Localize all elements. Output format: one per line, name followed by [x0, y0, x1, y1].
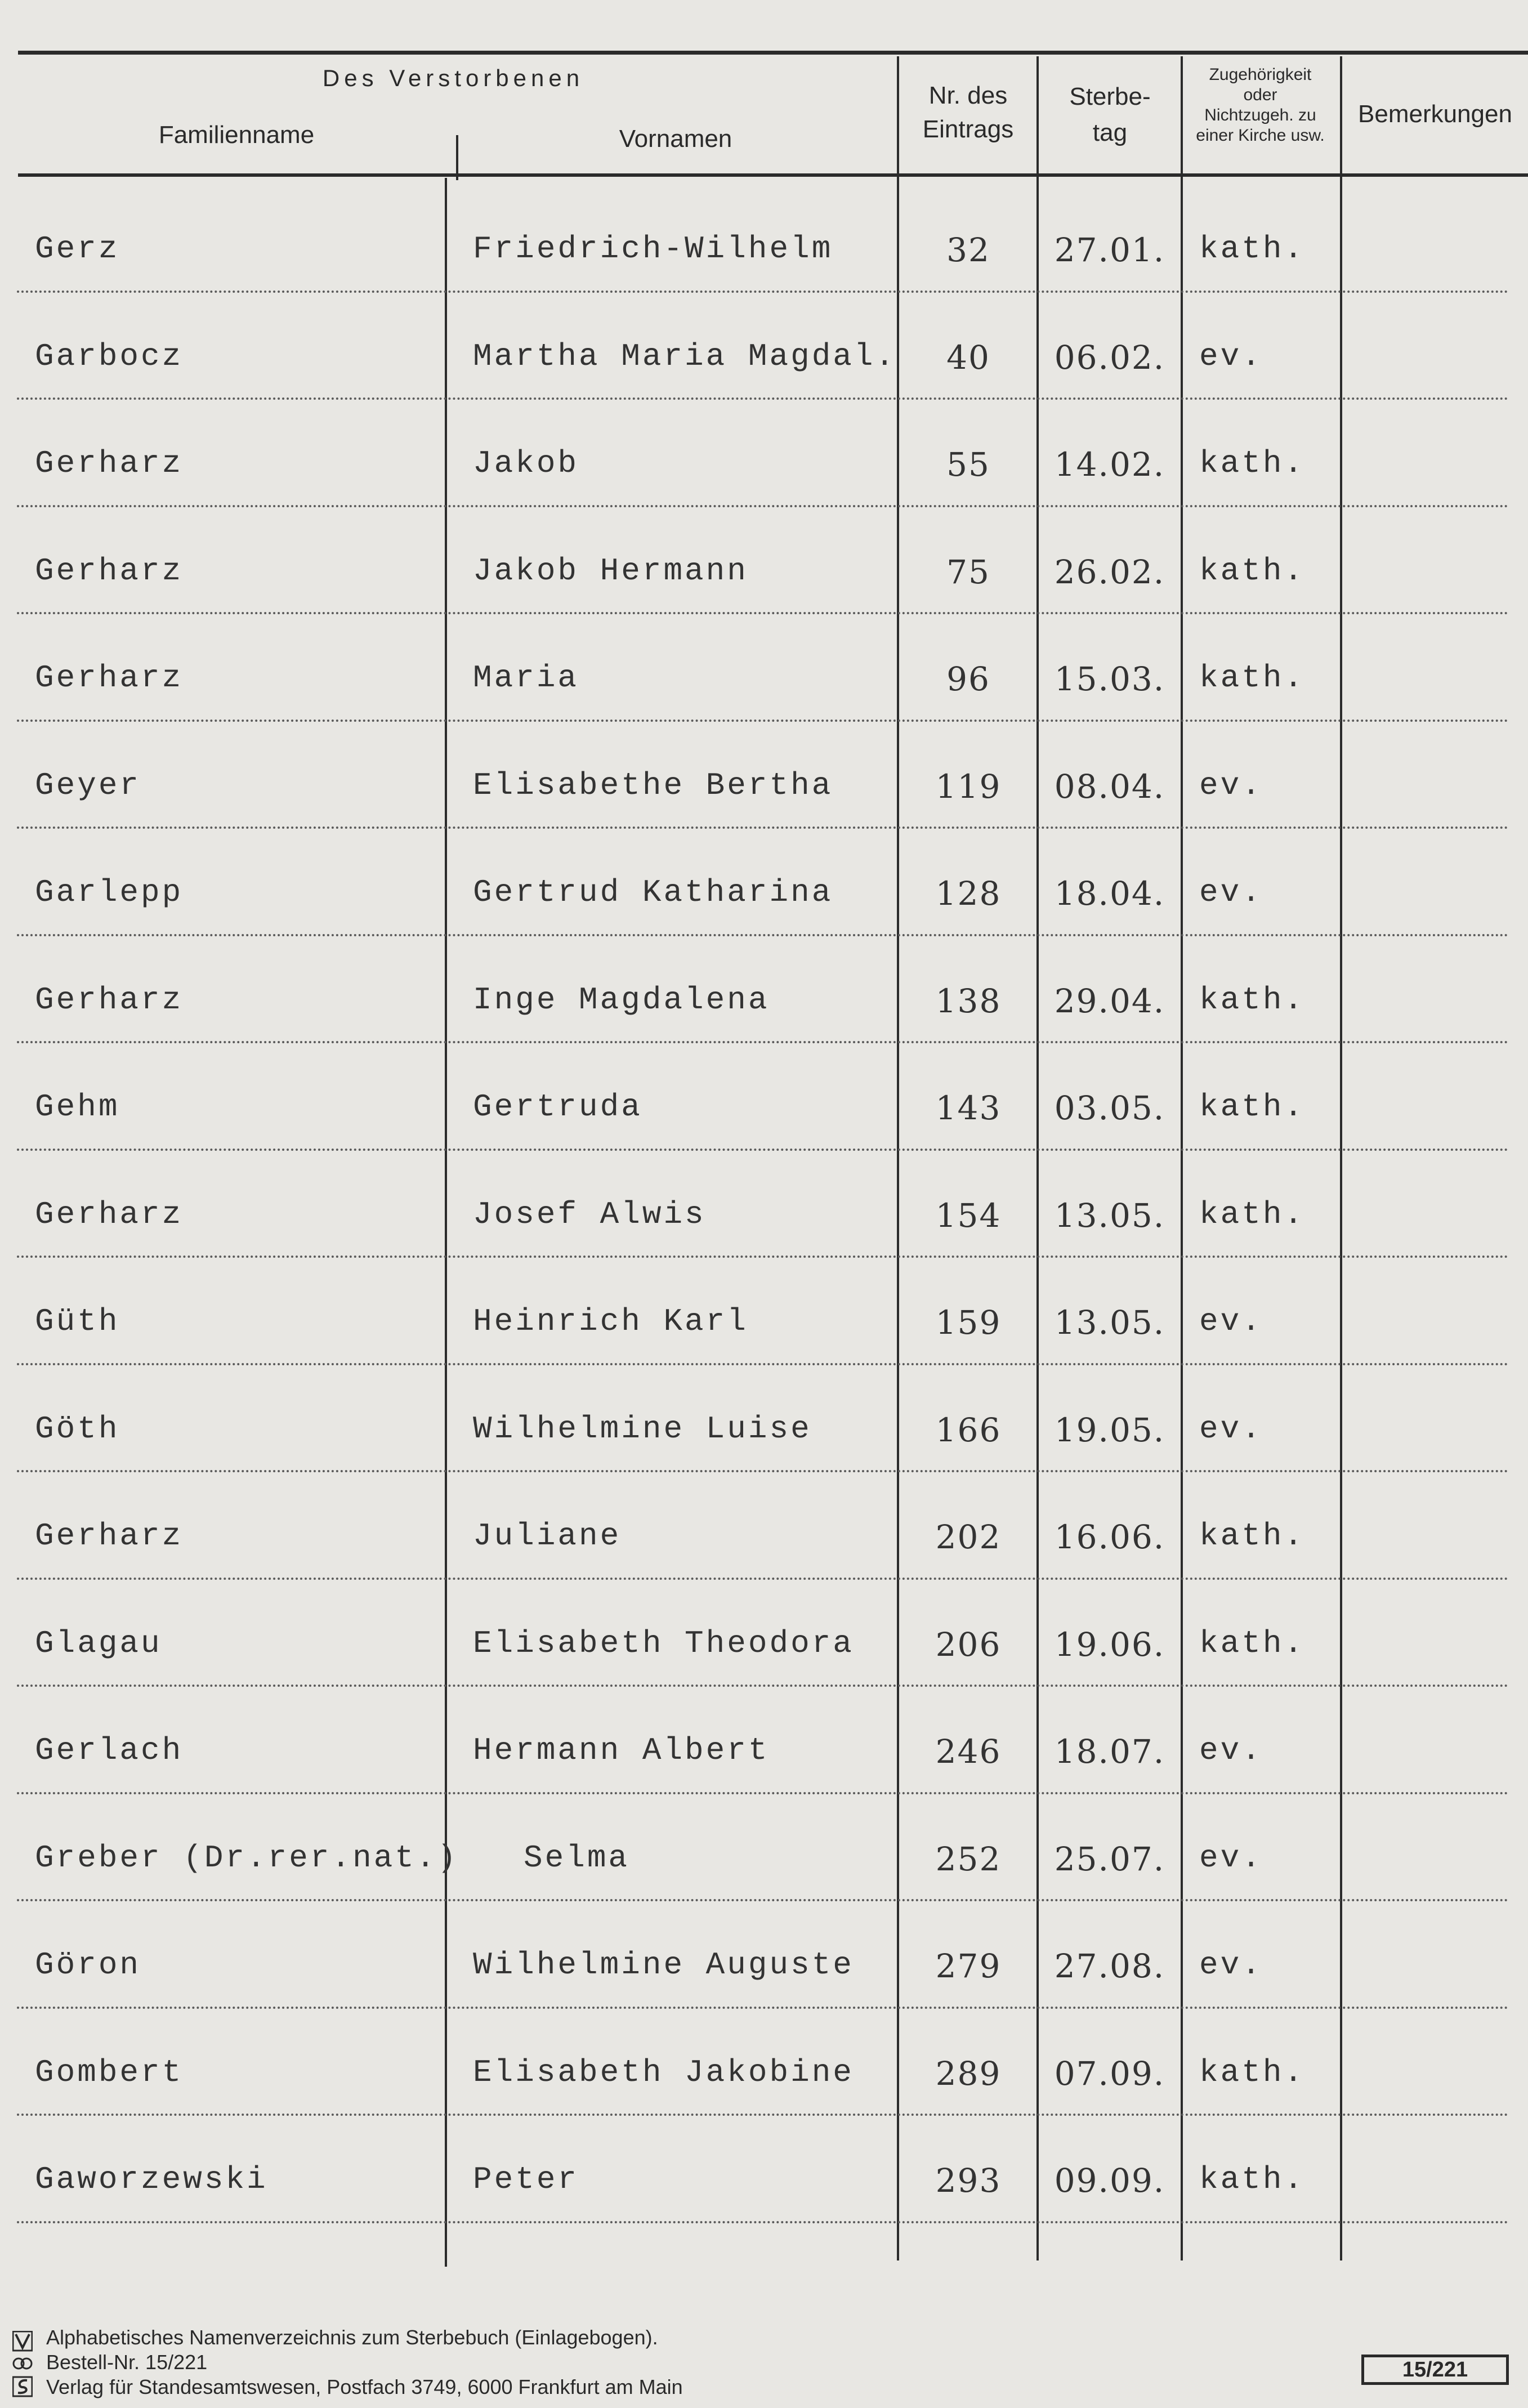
cell-sterbetag: 19.06.	[1054, 1625, 1165, 1664]
cell-familienname: Greber (Dr.rer.nat.)	[35, 1839, 459, 1876]
form-number-box	[1361, 2355, 1509, 2385]
cell-familienname: Gerharz	[35, 1196, 184, 1232]
header-kirche-line1: Zugehörigkeit	[1209, 65, 1312, 84]
footer-publisher: Verlag für Standesamtswesen, Postfach 3749, 6000 Frankfurt am Main	[46, 2375, 683, 2398]
cell-nr: 138	[935, 981, 1002, 1020]
cell-familienname: Geyer	[35, 767, 141, 803]
cell-kirche: ev.	[1199, 1947, 1263, 1983]
cell-nr: 32	[946, 231, 990, 269]
row-separator	[17, 397, 1509, 400]
cell-nr: 128	[935, 874, 1002, 913]
cell-sterbetag: 07.09.	[1054, 2054, 1165, 2093]
cell-vornamen: Maria	[473, 660, 579, 696]
column-divider-familienname	[456, 135, 458, 180]
cell-vornamen: Heinrich Karl	[473, 1303, 748, 1339]
row-separator	[17, 612, 1509, 614]
cell-vornamen: Juliane	[473, 1518, 622, 1554]
header-kirche-line4: einer Kirche usw.	[1196, 126, 1325, 145]
column-divider-nr	[897, 56, 899, 2260]
cell-nr: 202	[935, 1518, 1002, 1556]
header-sterbetag-line1: Sterbe-	[1069, 83, 1151, 110]
header-nr-line1: Nr. des	[928, 82, 1008, 109]
row-separator	[17, 505, 1509, 507]
header-kirche	[1181, 65, 1340, 146]
cell-familienname: Glagau	[35, 1625, 162, 1661]
cell-nr: 289	[935, 2054, 1002, 2093]
cell-nr: 166	[935, 1410, 1002, 1449]
row-separator	[17, 2007, 1509, 2009]
cell-familienname: Göron	[35, 1947, 141, 1983]
cell-sterbetag: 18.07.	[1054, 1732, 1165, 1771]
cell-vornamen: Elisabethe Bertha	[473, 767, 833, 803]
cell-vornamen: Martha Maria Magdal.	[473, 338, 897, 374]
row-separator	[17, 1899, 1509, 1901]
cell-kirche: kath.	[1199, 981, 1306, 1018]
column-divider-kirche	[1181, 56, 1183, 2260]
cell-kirche: kath.	[1199, 445, 1306, 481]
header-group-title: Des Verstorbenen	[322, 65, 584, 91]
cell-sterbetag: 13.05.	[1054, 1196, 1165, 1235]
cell-familienname: Gerharz	[35, 1518, 184, 1554]
row-separator	[17, 2114, 1509, 2116]
cell-nr: 279	[935, 1947, 1002, 1985]
cell-nr: 119	[935, 767, 1002, 806]
cell-vornamen: Peter	[473, 2161, 579, 2197]
cell-kirche: kath.	[1199, 552, 1306, 589]
cell-kirche: ev.	[1199, 1303, 1263, 1339]
row-separator	[17, 1685, 1509, 1687]
row-separator	[17, 720, 1509, 722]
cell-nr: 55	[946, 445, 990, 484]
footer-text	[46, 2325, 683, 2400]
row-separator	[17, 1041, 1509, 1043]
cell-nr: 206	[935, 1625, 1002, 1664]
cell-nr: 96	[946, 660, 990, 698]
cell-familienname: Gerz	[35, 231, 120, 267]
cell-sterbetag: 16.06.	[1054, 1518, 1165, 1556]
cell-vornamen: Inge Magdalena	[473, 981, 770, 1018]
column-divider-bemerkungen	[1340, 56, 1342, 2260]
cell-vornamen: Hermann Albert	[473, 1732, 770, 1768]
cell-sterbetag: 13.05.	[1054, 1303, 1165, 1342]
cell-kirche: kath.	[1199, 1625, 1306, 1661]
cell-vornamen: Elisabeth Theodora	[473, 1625, 854, 1661]
cell-sterbetag: 25.07.	[1054, 1839, 1165, 1878]
cell-sterbetag: 27.08.	[1054, 1947, 1165, 1985]
cell-familienname: Gerlach	[35, 1732, 184, 1768]
cell-kirche: kath.	[1199, 1518, 1306, 1554]
cell-sterbetag: 26.02.	[1054, 552, 1165, 591]
cell-kirche: kath.	[1199, 1196, 1306, 1232]
cell-familienname: Gerharz	[35, 981, 184, 1018]
header-sterbetag-line2: tag	[1092, 119, 1128, 146]
cell-familienname: Güth	[35, 1303, 120, 1339]
header-bemerkungen: Bemerkungen	[1358, 100, 1512, 128]
column-divider-sterbetag	[1036, 56, 1039, 2260]
cell-kirche: ev.	[1199, 874, 1263, 910]
cell-sterbetag: 19.05.	[1054, 1410, 1165, 1449]
cell-vornamen: Elisabeth Jakobine	[473, 2054, 854, 2090]
header-familienname: Familienname	[158, 121, 315, 149]
row-separator	[17, 1256, 1509, 1258]
cell-vornamen: Wilhelmine Luise	[473, 1410, 812, 1447]
cell-sterbetag: 09.09.	[1054, 2161, 1165, 2200]
cell-sterbetag: 18.04.	[1054, 874, 1165, 913]
cell-nr: 252	[935, 1839, 1002, 1878]
cell-kirche: ev.	[1199, 1839, 1263, 1876]
row-separator	[17, 1792, 1509, 1794]
cell-sterbetag: 14.02.	[1054, 445, 1165, 484]
row-separator	[17, 1578, 1509, 1580]
cell-nr: 246	[935, 1732, 1002, 1771]
cell-kirche: ev.	[1199, 767, 1263, 803]
cell-sterbetag: 27.01.	[1054, 231, 1165, 269]
cell-sterbetag: 15.03.	[1054, 660, 1165, 698]
cell-familienname: Garlepp	[35, 874, 184, 910]
table-header-border	[18, 173, 1528, 177]
cell-nr: 293	[935, 2161, 1002, 2200]
cell-sterbetag: 06.02.	[1054, 338, 1165, 377]
cell-kirche: kath.	[1199, 231, 1306, 267]
table-top-border	[18, 51, 1528, 55]
row-separator	[17, 1149, 1509, 1151]
cell-nr: 159	[935, 1303, 1002, 1342]
header-nr-line2: Eintrags	[922, 115, 1014, 143]
cell-kirche: ev.	[1199, 338, 1263, 374]
footer-order-number: Bestell-Nr. 15/221	[46, 2351, 208, 2374]
cell-vornamen: Gertrud Katharina	[473, 874, 833, 910]
header-kirche-line2: oder	[1243, 86, 1277, 104]
cell-vornamen: Jakob Hermann	[473, 552, 748, 589]
row-separator	[17, 291, 1509, 293]
row-separator	[17, 1470, 1509, 1472]
cell-vornamen: Friedrich-Wilhelm	[473, 231, 833, 267]
cell-sterbetag: 03.05.	[1054, 1089, 1165, 1127]
cell-nr: 75	[946, 552, 990, 591]
header-kirche-line3: Nichtzugeh. zu	[1204, 106, 1316, 124]
cell-familienname: Gerharz	[35, 445, 184, 481]
cell-vornamen: Josef Alwis	[473, 1196, 706, 1232]
row-separator	[17, 827, 1509, 829]
cell-familienname: Gerharz	[35, 660, 184, 696]
cell-sterbetag: 29.04.	[1054, 981, 1165, 1020]
cell-nr: 154	[935, 1196, 1002, 1235]
cell-kirche: kath.	[1199, 2161, 1306, 2197]
cell-kirche: kath.	[1199, 660, 1306, 696]
cell-vornamen: Selma	[524, 1839, 630, 1876]
cell-kirche: kath.	[1199, 1089, 1306, 1125]
header-nr	[900, 79, 1036, 146]
cell-nr: 143	[935, 1089, 1002, 1127]
cell-familienname: Gehm	[35, 1089, 120, 1125]
cell-vornamen: Gertruda	[473, 1089, 642, 1125]
cell-kirche: kath.	[1199, 2054, 1306, 2090]
footer-title: Alphabetisches Namenverzeichnis zum Sterbebuch (Einlagebogen).	[46, 2326, 658, 2349]
cell-familienname: Garbocz	[35, 338, 184, 374]
cell-kirche: ev.	[1199, 1410, 1263, 1447]
row-separator	[17, 934, 1509, 936]
row-separator	[17, 2221, 1509, 2223]
cell-nr: 40	[946, 338, 990, 377]
row-separator	[17, 1363, 1509, 1365]
cell-familienname: Gerharz	[35, 552, 184, 589]
cell-familienname: Gombert	[35, 2054, 184, 2090]
cell-sterbetag: 08.04.	[1054, 767, 1165, 806]
cell-familienname: Göth	[35, 1410, 120, 1447]
header-sterbetag	[1039, 79, 1181, 151]
cell-familienname: Gaworzewski	[35, 2161, 268, 2197]
cell-vornamen: Wilhelmine Auguste	[473, 1947, 854, 1983]
cell-vornamen: Jakob	[473, 445, 579, 481]
publisher-logo	[12, 2331, 33, 2397]
header-vornamen: Vornamen	[619, 125, 732, 153]
cell-kirche: ev.	[1199, 1732, 1263, 1768]
form-number: 15/221	[1402, 2358, 1468, 2382]
